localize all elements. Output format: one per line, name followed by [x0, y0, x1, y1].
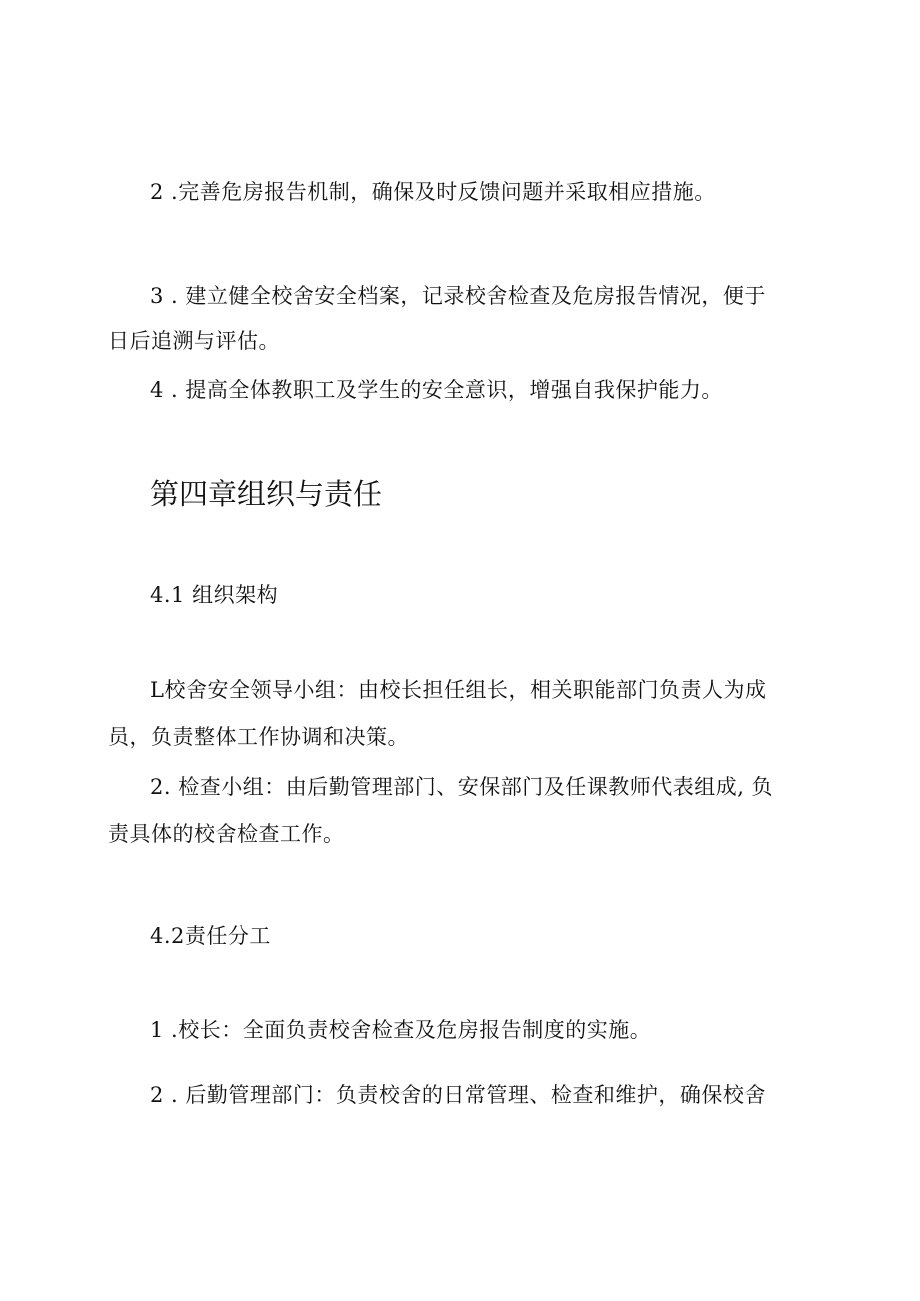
item-3-text-line-2: 日后追溯与评估。 [108, 329, 280, 353]
section-4-1-title: 4.1 组织架构 [150, 583, 279, 607]
item-3-text-line-1: 3 . 建立健全校舍安全档案，记录校舍检查及危房报告情况，便于 [150, 284, 766, 308]
section-4-2-line-1: 1 .校长：全面负责校舍检查及危房报告制度的实施。 [150, 1018, 652, 1042]
chapter-title: 第四章组织与责任 [150, 477, 383, 511]
section-4-1-line-3: 2. 检查小组：由后勤管理部门、安保部门及任课教师代表组成, 负 [150, 775, 774, 799]
item-2-text: 2 .完善危房报告机制，确保及时反馈问题并采取相应措施。 [150, 180, 716, 204]
item-4-text: 4 . 提高全体教职工及学生的安全意识，增强自我保护能力。 [150, 378, 723, 402]
section-4-1-line-2: 员，负责整体工作协调和决策。 [108, 725, 409, 749]
section-4-2-title: 4.2责任分工 [150, 924, 271, 948]
section-4-1-line-4: 责具体的校舍检查工作。 [108, 822, 345, 846]
section-4-1-line-1: L校舍安全领导小组：由校长担任组长，相关职能部门负责人为成 [150, 678, 767, 702]
section-4-2-line-2: 2 . 后勤管理部门：负责校舍的日常管理、检查和维护，确保校舍 [150, 1083, 766, 1107]
